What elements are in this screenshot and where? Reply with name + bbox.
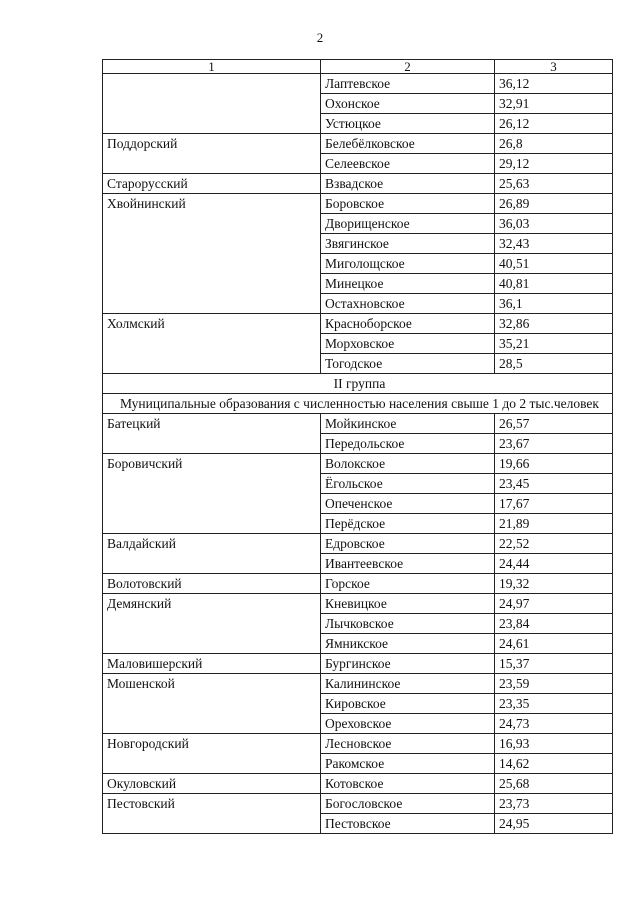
settlement-name: Остахновское <box>321 294 495 314</box>
table-row <box>103 74 613 94</box>
settlement-name: Едровское <box>321 534 495 554</box>
settlement-value: 23,45 <box>495 474 613 494</box>
settlement-value: 23,59 <box>495 674 613 694</box>
column-header-1: 1 <box>103 60 321 74</box>
district-name: Валдайский <box>103 534 321 574</box>
district-name: Новгородский <box>103 734 321 774</box>
table-row <box>103 734 613 754</box>
table-row <box>103 574 613 594</box>
district-name: Поддорский <box>103 134 321 174</box>
settlement-name: Звягинское <box>321 234 495 254</box>
table-row <box>103 594 613 614</box>
settlement-name: Боровское <box>321 194 495 214</box>
settlement-value: 24,44 <box>495 554 613 574</box>
settlement-value: 29,12 <box>495 154 613 174</box>
settlement-value: 14,62 <box>495 754 613 774</box>
table-row <box>103 314 613 334</box>
settlement-value: 23,84 <box>495 614 613 634</box>
settlement-value: 28,5 <box>495 354 613 374</box>
settlement-value: 17,67 <box>495 494 613 514</box>
settlement-name: Богословское <box>321 794 495 814</box>
district-name: Пестовский <box>103 794 321 834</box>
table-row <box>103 674 613 694</box>
settlement-value: 15,37 <box>495 654 613 674</box>
district-name <box>103 74 321 134</box>
settlement-value: 24,95 <box>495 814 613 834</box>
settlement-name: Красноборское <box>321 314 495 334</box>
table-row <box>103 194 613 214</box>
table-row <box>103 134 613 154</box>
group-title: II группа <box>103 374 613 394</box>
settlement-value: 40,81 <box>495 274 613 294</box>
table-row <box>103 414 613 434</box>
settlement-value: 36,1 <box>495 294 613 314</box>
settlement-name: Устюцкое <box>321 114 495 134</box>
district-name: Батецкий <box>103 414 321 454</box>
settlement-value: 24,73 <box>495 714 613 734</box>
settlement-name: Волокское <box>321 454 495 474</box>
settlement-value: 24,97 <box>495 594 613 614</box>
settlement-name: Морховское <box>321 334 495 354</box>
settlement-name: Горское <box>321 574 495 594</box>
district-name: Маловишерский <box>103 654 321 674</box>
table-row <box>103 774 613 794</box>
settlement-value: 16,93 <box>495 734 613 754</box>
settlement-value: 24,61 <box>495 634 613 654</box>
settlement-name: Пестовское <box>321 814 495 834</box>
settlement-name: Мойкинское <box>321 414 495 434</box>
settlement-name: Взвадское <box>321 174 495 194</box>
table-row <box>103 794 613 814</box>
settlement-name: Дворищенское <box>321 214 495 234</box>
settlement-name: Лычковское <box>321 614 495 634</box>
settlement-value: 36,03 <box>495 214 613 234</box>
group-description-row <box>103 394 613 414</box>
settlement-name: Минецкое <box>321 274 495 294</box>
table-row <box>103 454 613 474</box>
settlement-value: 32,43 <box>495 234 613 254</box>
district-name: Холмский <box>103 314 321 374</box>
settlement-value: 26,8 <box>495 134 613 154</box>
settlement-name: Лесновское <box>321 734 495 754</box>
settlement-name: Миголощское <box>321 254 495 274</box>
settlement-name: Лаптевское <box>321 74 495 94</box>
settlement-name: Бургинское <box>321 654 495 674</box>
settlement-value: 23,35 <box>495 694 613 714</box>
settlement-value: 35,21 <box>495 334 613 354</box>
table-body-part1 <box>103 74 613 374</box>
table-row <box>103 534 613 554</box>
page-number: 2 <box>316 30 324 45</box>
settlement-value: 25,63 <box>495 174 613 194</box>
settlement-name: Кировское <box>321 694 495 714</box>
settlement-value: 36,12 <box>495 74 613 94</box>
settlement-value: 25,68 <box>495 774 613 794</box>
settlement-name: Опеченское <box>321 494 495 514</box>
district-name: Окуловский <box>103 774 321 794</box>
settlement-name: Ивантеевское <box>321 554 495 574</box>
district-name: Старорусский <box>103 174 321 194</box>
settlement-value: 40,51 <box>495 254 613 274</box>
settlement-value: 23,67 <box>495 434 613 454</box>
district-name: Мошенской <box>103 674 321 734</box>
settlement-name: Ореховское <box>321 714 495 734</box>
settlement-name: Селеевское <box>321 154 495 174</box>
district-name: Хвойнинский <box>103 194 321 314</box>
group-description: Муниципальные образования с численностью населения свыше 1 до 2 тыс.человек <box>103 394 613 414</box>
district-name: Волотовский <box>103 574 321 594</box>
district-name: Демянский <box>103 594 321 654</box>
settlement-name: Перёдское <box>321 514 495 534</box>
settlement-name: Охонское <box>321 94 495 114</box>
settlement-name: Тогодское <box>321 354 495 374</box>
group-header <box>103 374 613 414</box>
table-row <box>103 174 613 194</box>
settlement-value: 23,73 <box>495 794 613 814</box>
settlement-name: Калининское <box>321 674 495 694</box>
table-body-part2 <box>103 414 613 834</box>
settlement-value: 26,57 <box>495 414 613 434</box>
settlement-value: 21,89 <box>495 514 613 534</box>
district-name: Боровичский <box>103 454 321 534</box>
settlement-value: 22,52 <box>495 534 613 554</box>
settlement-value: 19,32 <box>495 574 613 594</box>
header-row <box>103 60 613 74</box>
settlements-table <box>102 59 613 834</box>
group-title-row <box>103 374 613 394</box>
settlement-name: Ёгольское <box>321 474 495 494</box>
column-header-3: 3 <box>495 60 613 74</box>
settlement-name: Котовское <box>321 774 495 794</box>
settlement-name: Ямникское <box>321 634 495 654</box>
settlement-name: Ракомское <box>321 754 495 774</box>
settlement-value: 26,12 <box>495 114 613 134</box>
settlement-name: Кневицкое <box>321 594 495 614</box>
settlement-value: 19,66 <box>495 454 613 474</box>
settlement-name: Белебёлковское <box>321 134 495 154</box>
settlement-value: 32,86 <box>495 314 613 334</box>
column-header-2: 2 <box>321 60 495 74</box>
settlement-value: 32,91 <box>495 94 613 114</box>
settlement-name: Передольское <box>321 434 495 454</box>
table-row <box>103 654 613 674</box>
settlement-value: 26,89 <box>495 194 613 214</box>
